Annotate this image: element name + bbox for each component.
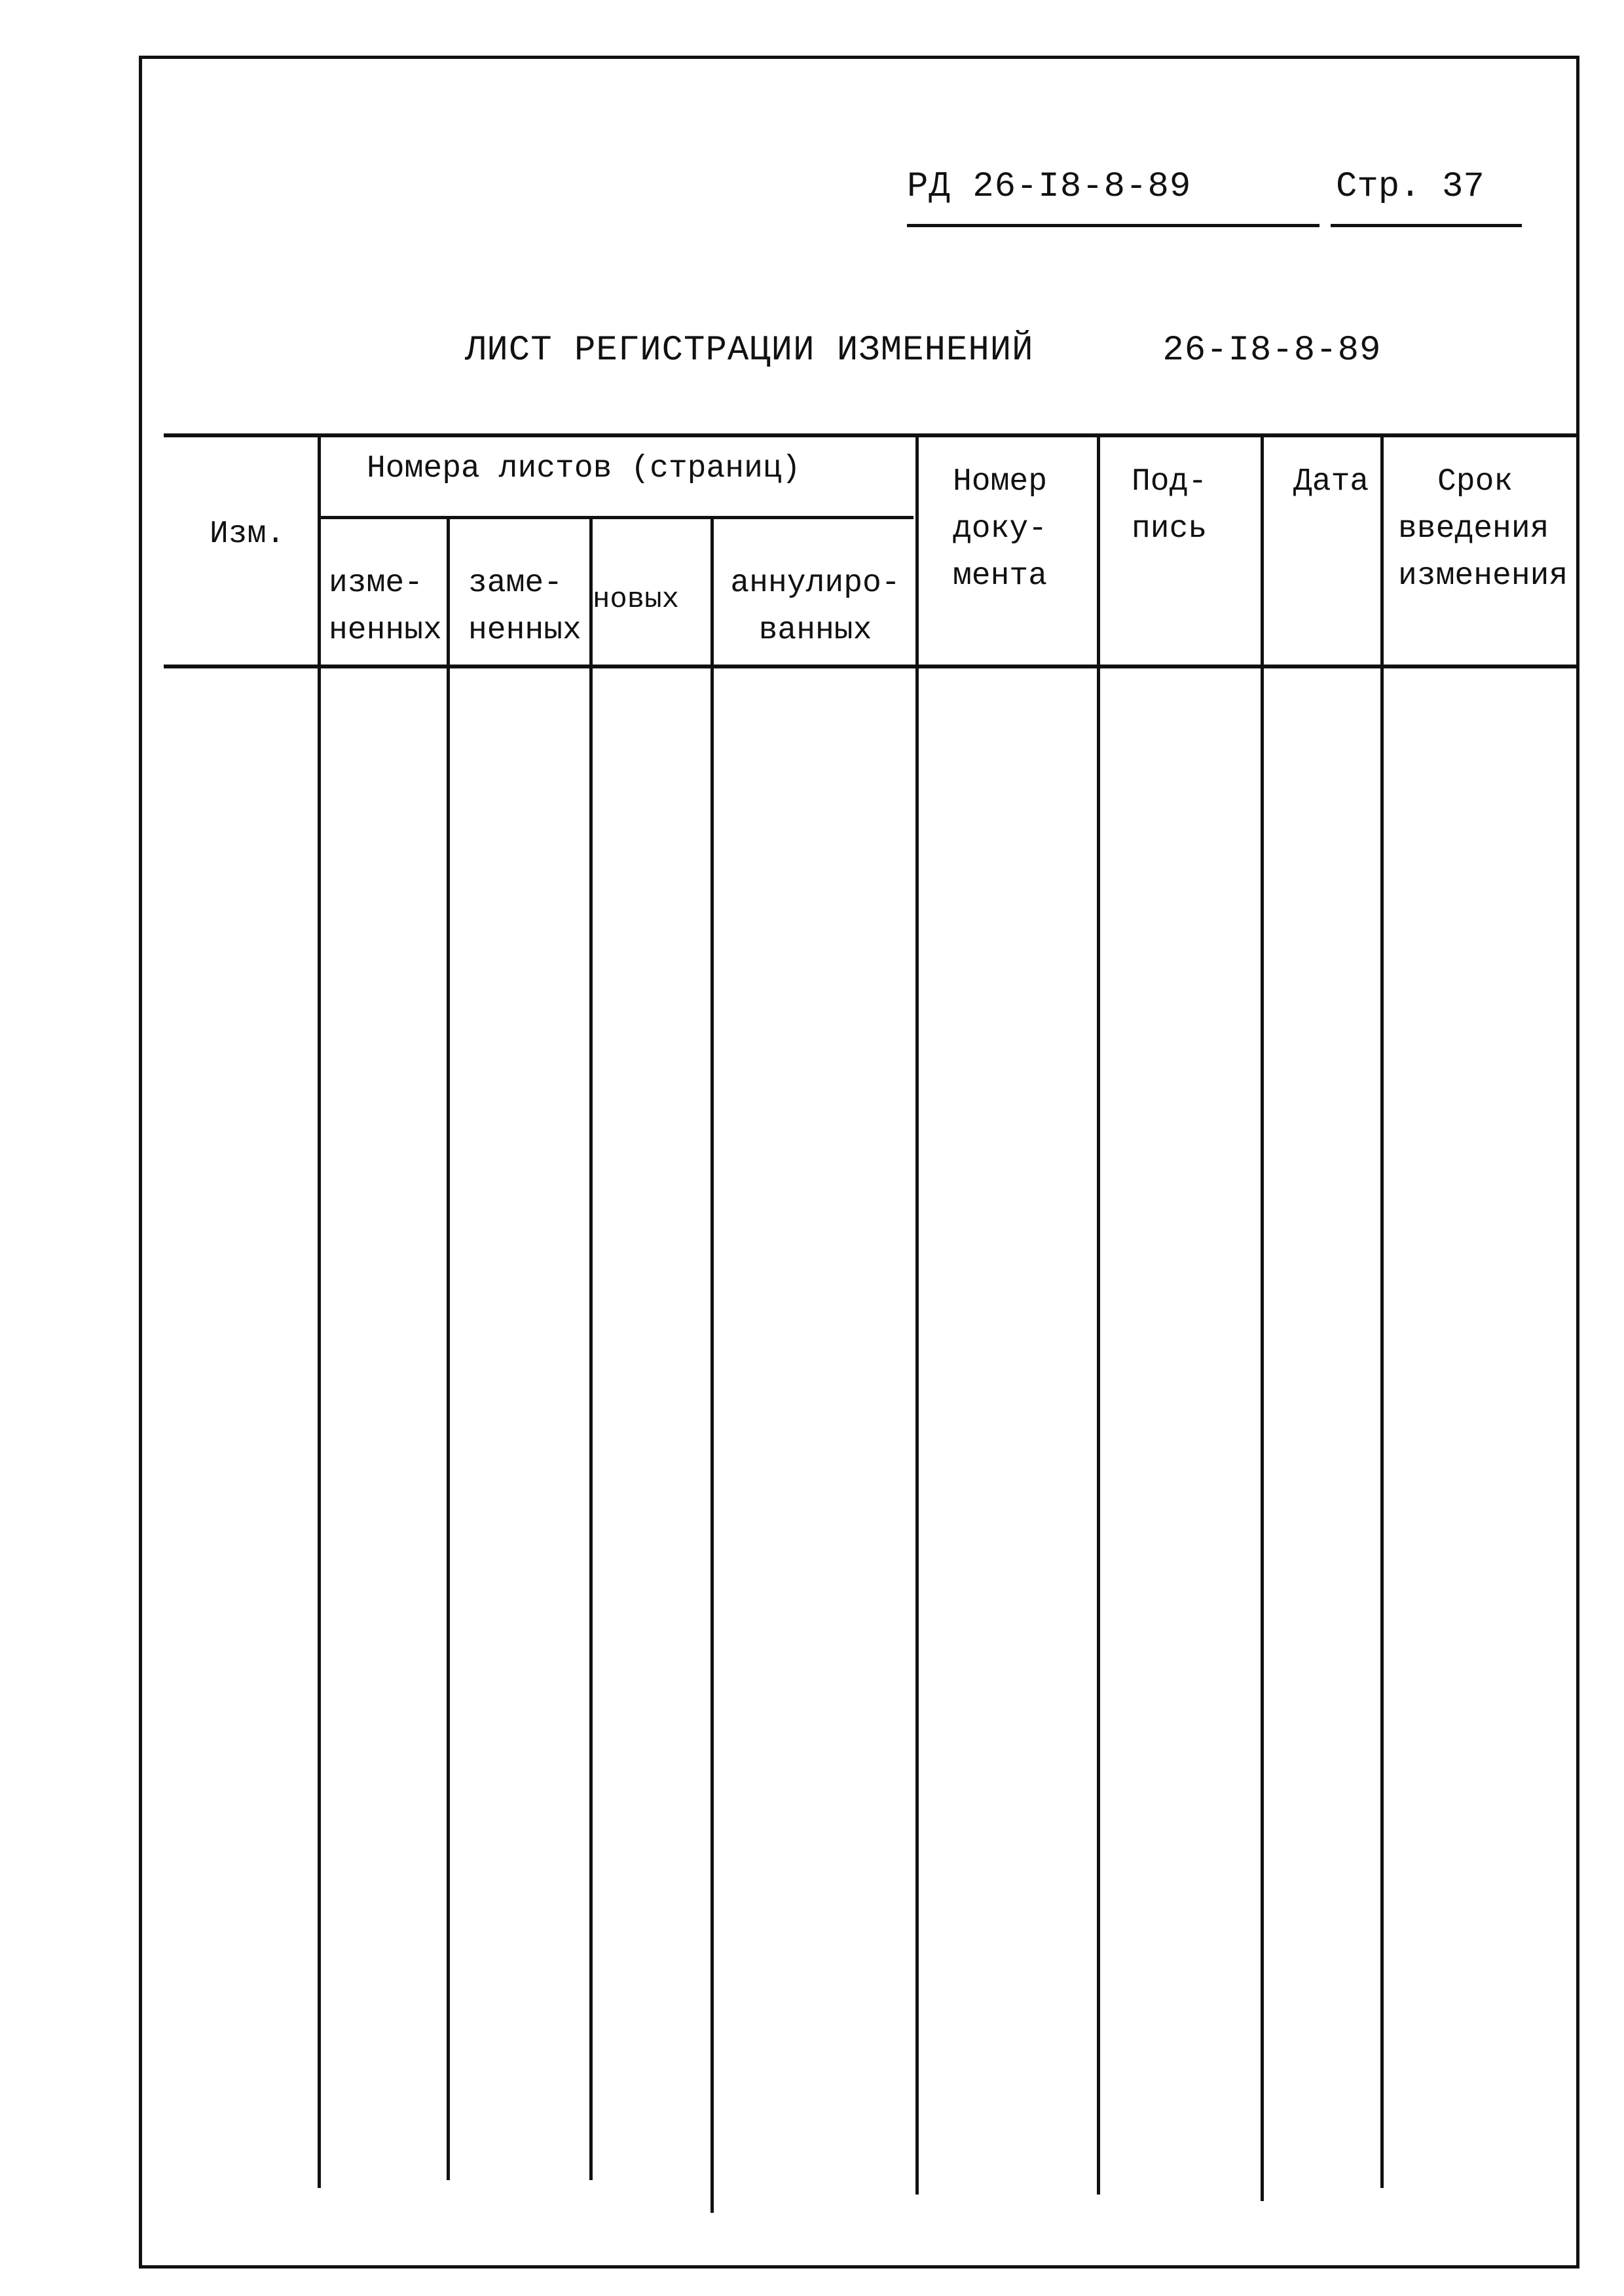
header-new: новых: [593, 583, 680, 616]
header-signature: Под- пись: [1132, 464, 1208, 547]
col-divider-2: [447, 517, 450, 2180]
header-doc-number: Номер доку- мента: [953, 464, 1048, 594]
group-header-divider: [321, 516, 913, 519]
header-replaced: заме- ненных: [468, 566, 581, 648]
page-frame: [139, 56, 1579, 2269]
header-annulled: аннулиро- ванных: [730, 566, 900, 648]
header-izm: Изм.: [210, 517, 286, 552]
col-divider-4: [710, 517, 714, 2213]
header-changed: изме- ненных: [329, 566, 442, 648]
header-sheet-numbers: Номера листов (страниц): [367, 451, 801, 486]
page-number: Стр. 37: [1336, 167, 1485, 207]
document-code-underline: [907, 224, 1320, 227]
col-divider-5: [915, 433, 919, 2195]
col-divider-6: [1097, 433, 1100, 2195]
col-divider-7: [1261, 433, 1264, 2201]
title-text: ЛИСТ РЕГИСТРАЦИИ ИЗМЕНЕНИЙ: [465, 331, 1034, 371]
col-divider-3: [589, 517, 593, 2180]
page-number-underline: [1331, 224, 1522, 227]
col-divider-8: [1380, 433, 1384, 2188]
header-bottom-border: [164, 665, 1579, 668]
header-date: Дата: [1293, 464, 1369, 500]
table-top-border: [164, 433, 1579, 437]
page-title: [465, 331, 1381, 371]
col-divider-1: [318, 433, 321, 2188]
title-code: 26-I8-8-89: [1162, 331, 1382, 371]
document-code: РД 26-I8-8-89: [907, 167, 1192, 207]
header-term: Срок введения изменения: [1398, 464, 1568, 594]
